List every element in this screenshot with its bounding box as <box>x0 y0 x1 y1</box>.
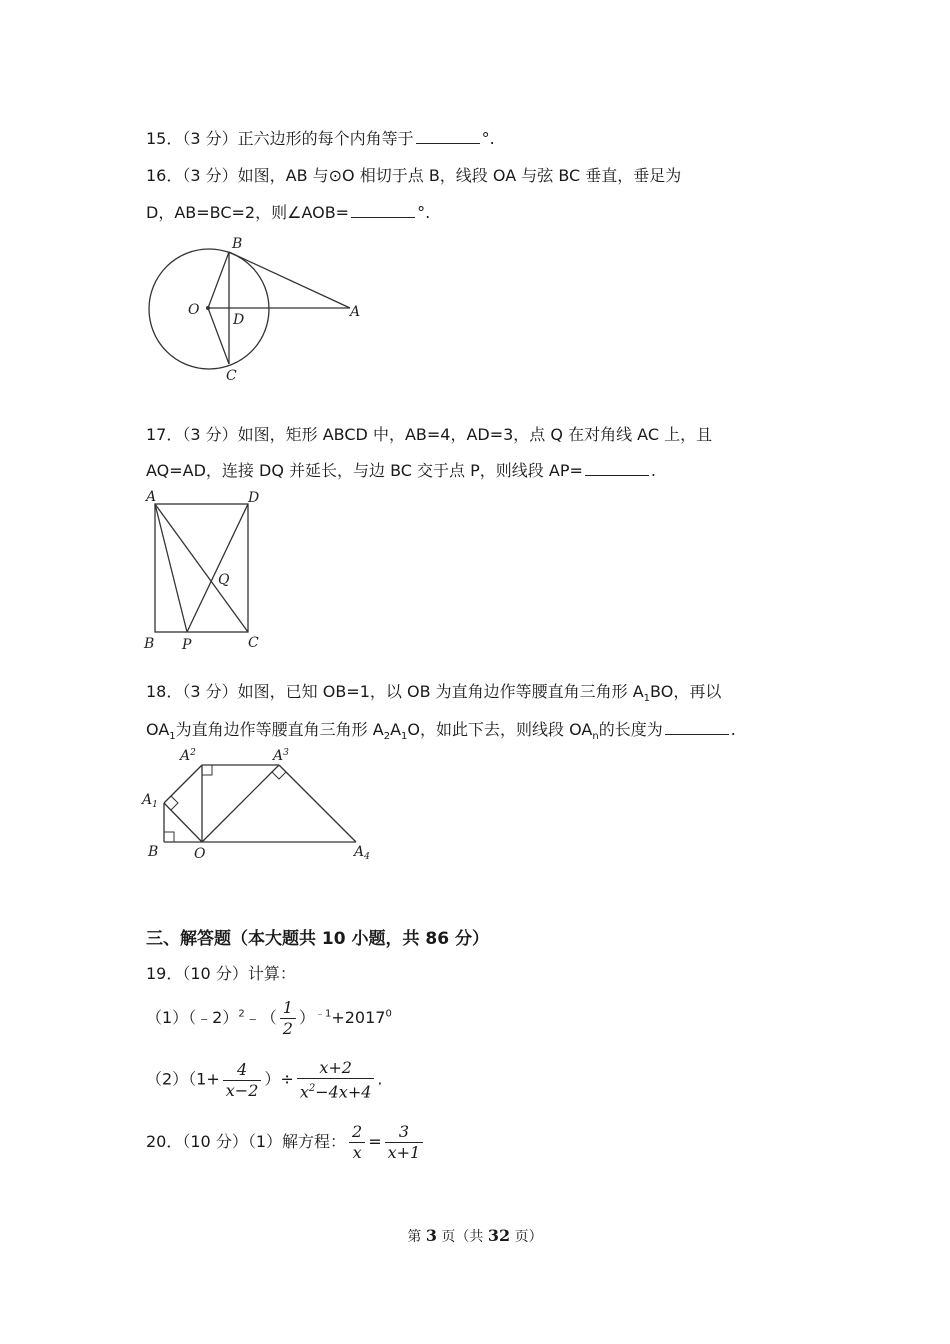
section-heading: 三、解答题（本大题共 10 小题，共 86 分） <box>146 929 489 949</box>
question-text: 为直角边作等腰直角三角形 A <box>175 720 384 739</box>
question-end: °. <box>481 129 495 148</box>
segment-a1a2 <box>164 765 202 803</box>
question-16-line2 <box>146 200 430 223</box>
label-c: C <box>248 635 259 651</box>
isosceles-triangles-figure <box>140 744 390 864</box>
expression-text: +2017 <box>331 1008 386 1027</box>
question-text: O，如此下去，则线段 OA <box>407 720 593 739</box>
question-number: 20． <box>146 1132 183 1151</box>
label-a: A <box>350 304 361 320</box>
question-18-line2 <box>146 717 736 742</box>
question-text: D，AB=BC=2，则∠AOB= <box>146 203 350 222</box>
fraction-3-over-x-plus-1: $\frac{3}{x+1}$ <box>385 1122 424 1163</box>
question-end: . <box>650 461 656 480</box>
question-20 <box>146 1122 426 1163</box>
label-a2: $A^2$ <box>180 748 196 764</box>
question-text: （3 分）如图，已知 OB=1，以 OB 为直角边作等腰直角三角形 A <box>182 682 644 701</box>
right-angle-a3 <box>272 772 286 779</box>
question-text: （3 分）如图，矩形 ABCD 中，AB=4，AD=3，点 Q 在对角线 AC 上，且 <box>182 425 713 444</box>
answer-blank <box>351 203 415 218</box>
question-text: OA <box>146 720 170 739</box>
question-number: 19． <box>146 964 183 983</box>
question-text: BO，再以 <box>650 682 722 701</box>
segment-oc <box>208 308 229 364</box>
exponent: ﹣1 <box>314 1008 332 1020</box>
answer-blank <box>665 720 729 735</box>
label-d: D <box>233 312 245 328</box>
segment-ap <box>155 504 187 632</box>
answer-blank <box>416 129 480 144</box>
segment-dp <box>187 504 248 632</box>
expression-text: ）÷ <box>264 1069 294 1089</box>
question-text: （10 分）计算： <box>182 964 296 983</box>
question-text: 的长度为 <box>598 720 663 739</box>
question-18-line1 <box>146 679 721 704</box>
question-text: （3 分）如图，AB 与⊙O 相切于点 B，线段 OA 与弦 BC 垂直，垂足为 <box>182 166 682 185</box>
label-b: B <box>232 236 243 252</box>
subscript: 1 <box>169 731 176 743</box>
right-angle-a1 <box>171 796 178 810</box>
label-o: O <box>194 846 206 862</box>
label-d: D <box>248 490 260 506</box>
question-19-part1 <box>146 998 392 1039</box>
label-c: C <box>226 368 237 384</box>
question-19-part2 <box>146 1058 383 1102</box>
question-19 <box>146 961 296 984</box>
question-number: 18． <box>146 682 183 701</box>
subscript: 2 <box>383 731 391 743</box>
question-end: . <box>730 720 736 739</box>
footer-text: 页） <box>510 1229 543 1245</box>
fraction-one-half: $\frac{1}{2}$ <box>280 998 296 1039</box>
question-15 <box>146 126 495 149</box>
segment-a1o <box>164 803 202 842</box>
label-a4: $A_4$ <box>354 844 370 862</box>
subscript: 1 <box>401 731 408 743</box>
label-a1: $A_1$ <box>142 792 158 810</box>
expression-text: （2）（1+ <box>146 1069 220 1089</box>
expression-text: ） <box>298 1008 315 1027</box>
question-text: A <box>390 720 402 739</box>
segment-a3o <box>202 765 279 842</box>
question-17-line2 <box>146 458 656 481</box>
exponent: 0 <box>385 1008 392 1020</box>
rectangle-figure <box>140 488 280 658</box>
question-number: 15． <box>146 129 183 148</box>
page-footer <box>0 1226 950 1246</box>
question-number: 16． <box>146 166 183 185</box>
label-b: B <box>144 636 155 652</box>
label-p: P <box>182 637 192 653</box>
right-angle-a2 <box>202 765 212 775</box>
circle-tangent-figure <box>140 230 380 390</box>
fraction-2-over-x: $\frac{2}{x}$ <box>349 1122 365 1163</box>
footer-text: 页（共 <box>436 1229 488 1245</box>
expression-text: ﹣（ <box>244 1008 277 1027</box>
total-pages: 32 <box>487 1226 511 1245</box>
right-angle-b <box>164 832 174 842</box>
segment-a3a4 <box>279 765 356 842</box>
subscript: 1 <box>643 693 651 705</box>
answer-blank <box>585 461 649 476</box>
fraction-rational-expression: $\frac{x+2}{x^2-4x+4}$ <box>297 1058 375 1102</box>
question-number: 17． <box>146 425 183 444</box>
expression-text: . <box>377 1069 383 1089</box>
question-text: AQ=AD，连接 DQ 并延长，与边 BC 交于点 P，则线段 AP= <box>146 461 583 480</box>
subscript: n <box>592 731 599 743</box>
exponent: 2 <box>238 1008 245 1020</box>
equals-sign: = <box>368 1132 382 1151</box>
label-o: O <box>188 302 200 318</box>
label-a3: $A^3$ <box>273 748 289 764</box>
center-point <box>206 306 210 310</box>
page-number: 3 <box>425 1226 437 1245</box>
question-end: °. <box>417 203 431 222</box>
question-16-line1 <box>146 163 681 186</box>
segment-ba <box>229 252 350 308</box>
footer-text: 第 <box>407 1229 426 1245</box>
question-text: （10 分）（1）解方程： <box>182 1132 347 1151</box>
segment-ob <box>208 252 229 308</box>
expression-text: （1）（﹣2） <box>146 1008 239 1027</box>
question-17-line1 <box>146 422 712 445</box>
label-a: A <box>146 489 157 505</box>
question-text: （3 分）正六边形的每个内角等于 <box>182 129 414 148</box>
diagonal-ac <box>155 504 248 632</box>
label-q: Q <box>218 572 230 588</box>
fraction-4-over-x-minus-2: $\frac{4}{x-2}$ <box>223 1060 262 1101</box>
label-b: B <box>148 844 159 860</box>
